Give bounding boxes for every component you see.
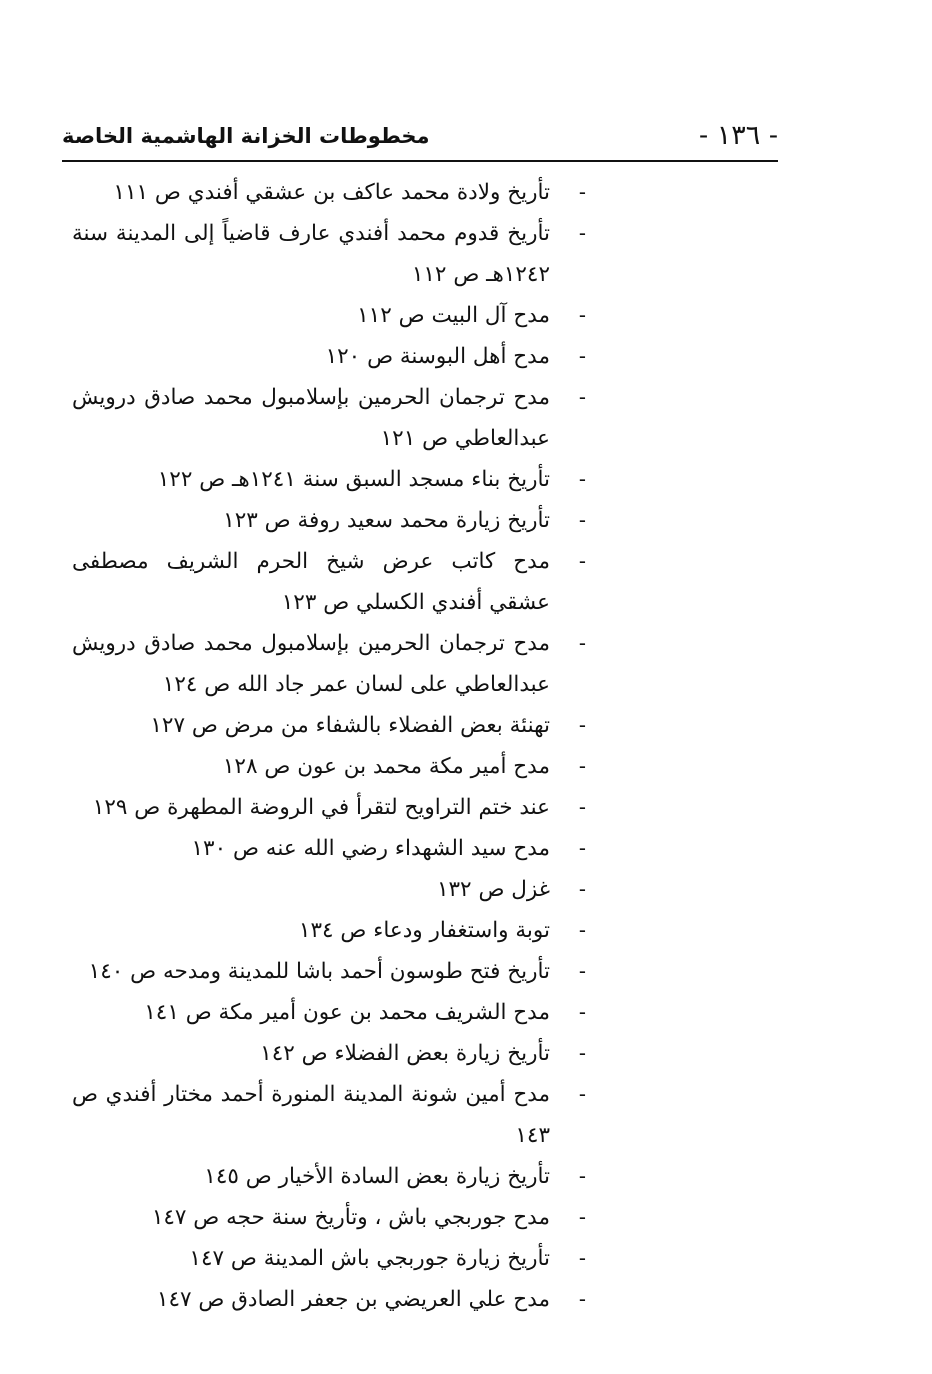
list-bullet-dash: - xyxy=(578,180,586,204)
list-item xyxy=(72,746,592,787)
list-item-text: عند ختم التراويح لتقرأ في الروضة المطهرة ص ١٢٩ xyxy=(92,795,550,820)
list-item-text: تأريخ فتح طوسون أحمد باشا للمدينة ومدحه ص ١٤٠ xyxy=(88,959,550,984)
list-item-text: تأريخ زيارة جوربجي باش المدينة ص ١٤٧ xyxy=(189,1246,550,1271)
list-bullet-dash: - xyxy=(578,1287,586,1311)
list-item-text: مدح أمير مكة محمد بن عون ص ١٢٨ xyxy=(222,754,550,779)
list-bullet-dash: - xyxy=(578,1000,586,1024)
list-item-text: مدح سيد الشهداء رضي الله عنه ص ١٣٠ xyxy=(191,836,550,861)
list-item-text: مدح ترجمان الحرمين بإسلامبول محمد صادق درويش عبدالعاطي ص ١٢١ xyxy=(72,385,550,451)
list-item xyxy=(72,869,592,910)
list-item xyxy=(72,1238,592,1279)
list-bullet-dash: - xyxy=(578,918,586,942)
list-item-text: تأريخ ولادة محمد عاكف بن عشقي أفندي ص ١١١ xyxy=(113,180,550,205)
list-item xyxy=(72,1279,592,1320)
list-item xyxy=(72,541,592,623)
list-item-text: مدح أهل البوسنة ص ١٢٠ xyxy=(325,344,550,369)
list-bullet-dash: - xyxy=(578,754,586,778)
list-bullet-dash: - xyxy=(578,549,586,573)
list-item xyxy=(72,623,592,705)
page-header xyxy=(62,112,778,162)
list-item xyxy=(72,172,592,213)
list-item xyxy=(72,1197,592,1238)
list-bullet-dash: - xyxy=(578,713,586,737)
list-item xyxy=(72,1074,592,1156)
list-item-text: تأريخ زيارة محمد سعيد روفة ص ١٢٣ xyxy=(223,508,550,533)
list-bullet-dash: - xyxy=(578,795,586,819)
list-item-text: مدح أمين شونة المدينة المنورة أحمد مختار أفندي ص ١٤٣ xyxy=(72,1082,550,1148)
list-bullet-dash: - xyxy=(578,303,586,327)
list-bullet-dash: - xyxy=(578,1041,586,1065)
list-item xyxy=(72,828,592,869)
list-bullet-dash: - xyxy=(578,959,586,983)
list-item xyxy=(72,295,592,336)
list-item xyxy=(72,213,592,295)
list-item xyxy=(72,336,592,377)
poem-index-list xyxy=(72,172,592,1320)
list-item xyxy=(72,951,592,992)
list-item-text: غزل ص ١٣٢ xyxy=(436,877,550,902)
list-item-text: مدح الشريف محمد بن عون أمير مكة ص ١٤١ xyxy=(144,1000,550,1025)
list-item-text: تأريخ بناء مسجد السبق سنة ١٢٤١هـ ص ١٢٢ xyxy=(157,467,550,492)
running-title: مخطوطات الخزانة الهاشمية الخاصة xyxy=(62,124,430,148)
list-item-text: تهنئة بعض الفضلاء بالشفاء من مرض ص ١٢٧ xyxy=(150,713,550,738)
list-bullet-dash: - xyxy=(578,1082,586,1106)
page-number: - ١٣٦ - xyxy=(699,120,778,151)
list-item xyxy=(72,500,592,541)
list-bullet-dash: - xyxy=(578,631,586,655)
list-bullet-dash: - xyxy=(578,508,586,532)
list-item-text: مدح كاتب عرض شيخ الحرم الشريف مصطفى عشقي أفندي الكسلي ص ١٢٣ xyxy=(72,549,550,615)
list-item xyxy=(72,459,592,500)
list-bullet-dash: - xyxy=(578,467,586,491)
list-item-text: مدح علي العريضي بن جعفر الصادق ص ١٤٧ xyxy=(156,1287,550,1312)
list-bullet-dash: - xyxy=(578,836,586,860)
list-bullet-dash: - xyxy=(578,877,586,901)
list-item xyxy=(72,787,592,828)
list-item xyxy=(72,705,592,746)
list-item xyxy=(72,910,592,951)
list-item-text: توبة واستغفار ودعاء ص ١٣٤ xyxy=(298,918,550,943)
list-bullet-dash: - xyxy=(578,385,586,409)
list-bullet-dash: - xyxy=(578,1164,586,1188)
list-item xyxy=(72,377,592,459)
list-item xyxy=(72,1156,592,1197)
list-item-text: تأريخ قدوم محمد أفندي عارف قاضياً إلى المدينة سنة ١٢٤٢هـ ص ١١٢ xyxy=(72,221,550,287)
list-item-text: مدح جوربجي باش ، وتأريخ سنة حجه ص ١٤٧ xyxy=(151,1205,550,1230)
list-bullet-dash: - xyxy=(578,1246,586,1270)
list-bullet-dash: - xyxy=(578,344,586,368)
list-item xyxy=(72,1033,592,1074)
list-item-text: تأريخ زيارة بعض الفضلاء ص ١٤٢ xyxy=(260,1041,550,1066)
list-item-text: مدح ترجمان الحرمين بإسلامبول محمد صادق درويش عبدالعاطي على لسان عمر جاد الله ص ١٢٤ xyxy=(72,631,550,697)
list-item-text: مدح آل البيت ص ١١٢ xyxy=(357,303,550,328)
list-bullet-dash: - xyxy=(578,221,586,245)
list-item xyxy=(72,992,592,1033)
list-item-text: تأريخ زيارة بعض السادة الأخيار ص ١٤٥ xyxy=(204,1164,550,1189)
list-bullet-dash: - xyxy=(578,1205,586,1229)
